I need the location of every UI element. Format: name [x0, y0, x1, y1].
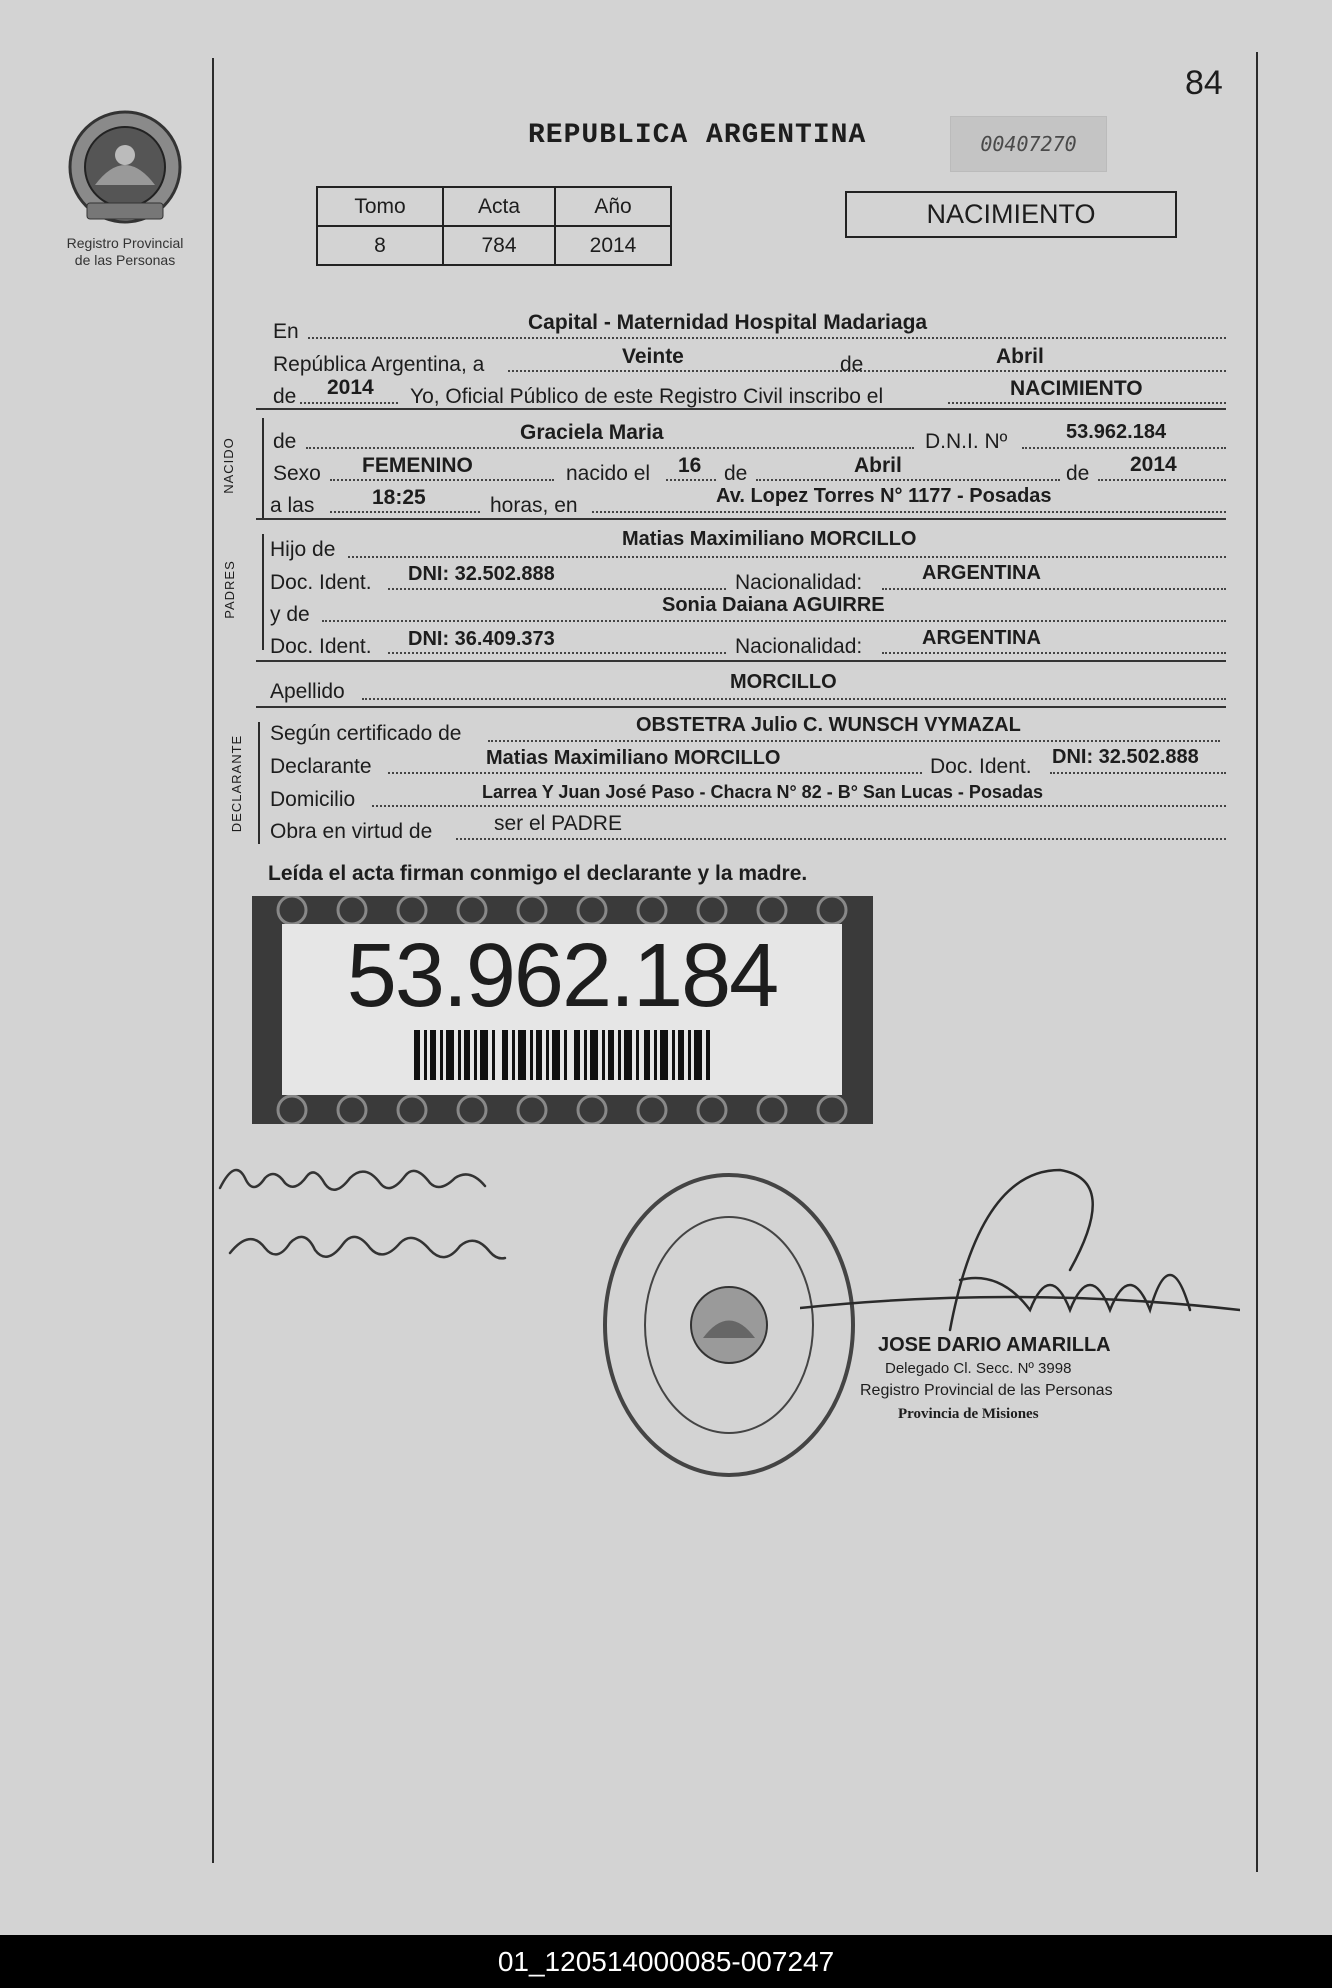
dotted-line [592, 511, 1226, 513]
barcode-icon [414, 1030, 714, 1080]
section-bracket [262, 534, 264, 650]
registry-table [316, 186, 672, 266]
section-rule [256, 706, 1226, 708]
dotted-line [388, 772, 922, 774]
en-label: En [273, 320, 299, 343]
oficial-text: Yo, Oficial Público de este Registro Civil inscribo el [410, 385, 884, 408]
father-name: Matias Maximiliano MORCILLO [622, 528, 917, 550]
dotted-line [388, 652, 726, 654]
birth-time: 18:25 [372, 486, 426, 509]
birth-address: Av. Lopez Torres N° 1177 - Posadas [716, 485, 1052, 507]
province-shield-icon [65, 105, 185, 230]
section-rule [256, 518, 1226, 520]
logo-caption-2: de las Personas [74, 252, 176, 268]
dotted-line [1098, 479, 1226, 481]
official-signature [800, 1160, 1240, 1360]
dotted-line [756, 479, 1060, 481]
logo-caption-1: Registro Provincial [66, 235, 184, 251]
handwritten-signatures [215, 1148, 595, 1278]
dotted-line [330, 479, 554, 481]
birth-month: Abril [854, 454, 902, 477]
padres-section-label: PADRES [221, 560, 237, 619]
dotted-line [882, 588, 1226, 590]
dotted-line [666, 479, 716, 481]
sexo-value: FEMENINO [362, 454, 473, 477]
dotted-line [348, 556, 1226, 558]
hijo-label: Hijo de [270, 538, 336, 561]
domicilio-label: Domicilio [270, 788, 356, 811]
declarante-section-label: DECLARANTE [229, 734, 245, 833]
section-rule [256, 408, 1226, 410]
mother-nationality: ARGENTINA [922, 627, 1041, 649]
domicilio-value: Larrea Y Juan José Paso - Chacra N° 82 - B° San Lucas - Posadas [482, 782, 1043, 802]
father-doc: DNI: 32.502.888 [408, 563, 555, 585]
dotted-line [1022, 447, 1226, 449]
header-acta: Acta [443, 187, 555, 226]
republica-label: República Argentina, a [273, 353, 485, 376]
record-value: NACIMIENTO [1010, 377, 1143, 400]
sexo-label: Sexo [273, 462, 321, 485]
father-nationality: ARGENTINA [922, 562, 1041, 584]
dni-stamp-number: 53.962.184 [346, 926, 778, 1026]
official-role: Delegado Cl. Secc. Nº 3998 [885, 1360, 1072, 1377]
declarante-label: Declarante [270, 755, 372, 778]
left-margin-line [212, 58, 214, 1863]
mother-name: Sonia Daiana AGUIRRE [662, 594, 885, 616]
child-dni: 53.962.184 [1066, 421, 1167, 443]
year-value: 2014 [327, 376, 374, 399]
stamp-label [282, 924, 842, 1095]
section-rule [256, 660, 1226, 662]
dotted-line [322, 620, 1226, 622]
a-las-label: a las [270, 494, 315, 517]
section-bracket [258, 722, 260, 844]
mother-doc-label: Doc. Ident. [270, 635, 372, 658]
scan-footer-id: 01_120514000085-007247 [0, 1935, 1332, 1988]
child-name: Graciela Maria [520, 421, 664, 444]
dotted-line [300, 402, 398, 404]
record-type-box: NACIMIENTO [845, 191, 1177, 238]
dotted-line [456, 838, 1226, 840]
province-logo [55, 105, 195, 269]
mother-nat-label: Nacionalidad: [735, 635, 863, 658]
nacido-label: nacido el [566, 462, 651, 485]
place-value: Capital - Maternidad Hospital Madariaga [528, 311, 928, 334]
de-label-2: de [724, 462, 748, 485]
value-tomo: 8 [317, 226, 443, 265]
registry-value-row [317, 226, 671, 265]
declarante-name: Matias Maximiliano MORCILLO [486, 747, 781, 769]
closing-statement: Leída el acta firman conmigo el declarante y la madre. [268, 862, 808, 885]
header-tomo: Tomo [317, 187, 443, 226]
day-text-value: Veinte [622, 345, 684, 368]
serial-number: 00407270 [950, 116, 1107, 172]
page-number: 84 [1185, 64, 1223, 102]
dni-label: D.N.I. Nº [925, 430, 1008, 453]
dotted-line [306, 447, 914, 449]
dotted-line [882, 652, 1226, 654]
dni-stamp [252, 896, 873, 1124]
apellido-value: MORCILLO [730, 671, 837, 693]
cert-label: Según certificado de [270, 722, 462, 745]
yde-label: y de [270, 603, 310, 626]
de-label: de [840, 353, 864, 376]
dotted-line [948, 402, 1226, 404]
dotted-line [1050, 772, 1226, 774]
registry-header-row [317, 187, 671, 226]
father-doc-label: Doc. Ident. [270, 571, 372, 594]
apellido-label: Apellido [270, 680, 345, 703]
mother-doc: DNI: 36.409.373 [408, 628, 555, 650]
right-margin-line [1256, 52, 1258, 1872]
obra-label: Obra en virtud de [270, 820, 433, 843]
birth-year: 2014 [1130, 453, 1177, 476]
nacido-section-label: NACIDO [220, 437, 236, 494]
de-year-label: de [273, 385, 297, 408]
father-nat-label: Nacionalidad: [735, 571, 863, 594]
dotted-line [330, 511, 480, 513]
value-acta: 784 [443, 226, 555, 265]
document-title: REPUBLICA ARGENTINA [528, 120, 867, 151]
value-anio: 2014 [555, 226, 671, 265]
official-office: Registro Provincial de las Personas [860, 1382, 1113, 1399]
month-value: Abril [996, 345, 1044, 368]
official-name: JOSE DARIO AMARILLA [878, 1334, 1111, 1356]
declarante-doc: DNI: 32.502.888 [1052, 746, 1199, 768]
cert-value: OBSTETRA Julio C. WUNSCH VYMAZAL [636, 714, 1021, 736]
section-bracket [262, 418, 264, 518]
dotted-line [308, 337, 1226, 339]
dotted-line [362, 698, 1226, 700]
de-name-label: de [273, 430, 297, 453]
birth-day: 16 [678, 454, 702, 477]
dotted-line [488, 740, 1220, 742]
declarante-doc-label: Doc. Ident. [930, 755, 1032, 778]
official-province: Provincia de Misiones [898, 1406, 1039, 1422]
header-anio: Año [555, 187, 671, 226]
obra-value: ser el PADRE [494, 812, 622, 835]
horas-label: horas, en [490, 494, 578, 517]
dotted-line [508, 370, 1226, 372]
dotted-line [388, 588, 726, 590]
dotted-line [372, 805, 1226, 807]
de-label-3: de [1066, 462, 1090, 485]
